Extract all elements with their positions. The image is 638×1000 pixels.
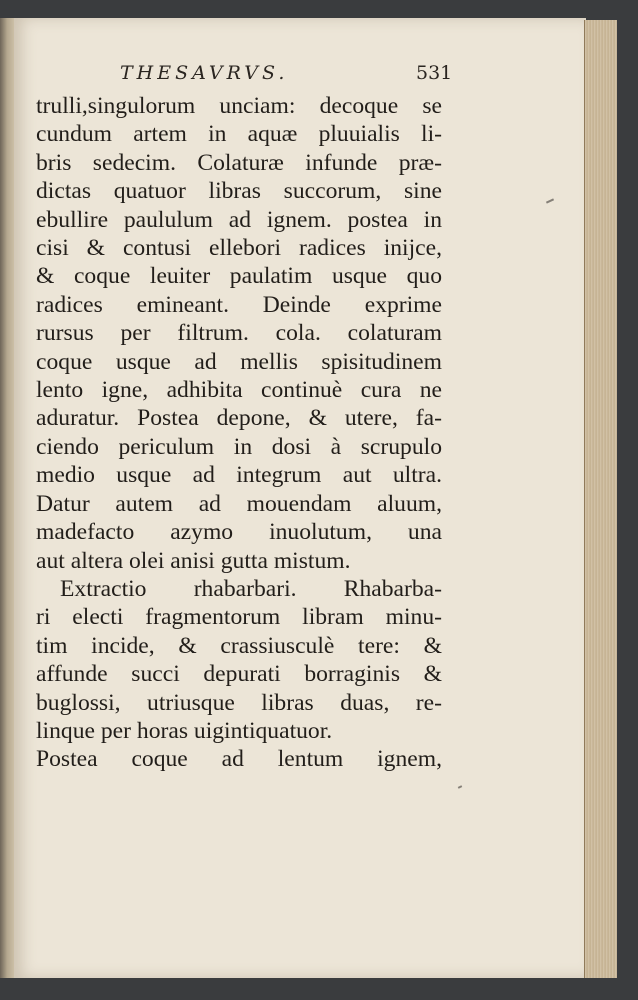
text-line: cundum artem in aquæ pluuialis li- bbox=[36, 121, 442, 148]
page-number: 531 bbox=[416, 62, 453, 84]
text-line: dictas quatuor libras succorum, sine bbox=[36, 178, 442, 205]
text-line: tim incide, & crassiusculè tere: & bbox=[36, 632, 442, 659]
text-line: rursus per filtrum. cola. colaturam bbox=[36, 320, 442, 347]
text-line: affunde succi depurati borraginis & bbox=[36, 661, 442, 688]
body-text bbox=[36, 92, 442, 774]
running-title: THESAVRVS. bbox=[120, 62, 289, 84]
text-line: Extractio rhabarbari. Rhabarba- bbox=[60, 575, 442, 602]
text-line: medio usque ad integrum aut ultra. bbox=[36, 462, 442, 489]
text-line: ebullire paululum ad ignem. postea in bbox=[36, 206, 442, 233]
text-line: radices emineant. Deinde exprime bbox=[36, 291, 442, 318]
text-line: buglossi, utriusque libras duas, re- bbox=[36, 689, 442, 716]
text-line: madefacto azymo inuolutum, una bbox=[36, 519, 442, 546]
text-line: linque per horas uigintiquatuor. bbox=[36, 717, 333, 744]
text-line: aut altera olei anisi gutta mistum. bbox=[36, 547, 351, 574]
page-edges bbox=[584, 20, 617, 978]
text-line: Postea coque ad lentum ignem, bbox=[36, 746, 442, 773]
text-line: coque usque ad mellis spisitudinem bbox=[36, 348, 442, 375]
text-line: Datur autem ad mouendam aluum, bbox=[36, 490, 442, 517]
text-line: ciendo periculum in dosi à scrupulo bbox=[36, 433, 442, 460]
text-line: lento igne, adhibita continuè cura ne bbox=[36, 377, 442, 404]
text-line: bris sedecim. Colaturæ infunde præ- bbox=[36, 149, 442, 176]
text-line: ri electi fragmentorum libram minu- bbox=[36, 604, 442, 631]
text-line: aduratur. Postea depone, & utere, fa- bbox=[36, 405, 442, 432]
text-line: & coque leuiter paulatim usque quo bbox=[36, 263, 442, 290]
text-line: cisi & contusi ellebori radices inijce, bbox=[36, 235, 442, 262]
text-line: trulli,singulorum unciam: decoque se bbox=[36, 93, 442, 119]
